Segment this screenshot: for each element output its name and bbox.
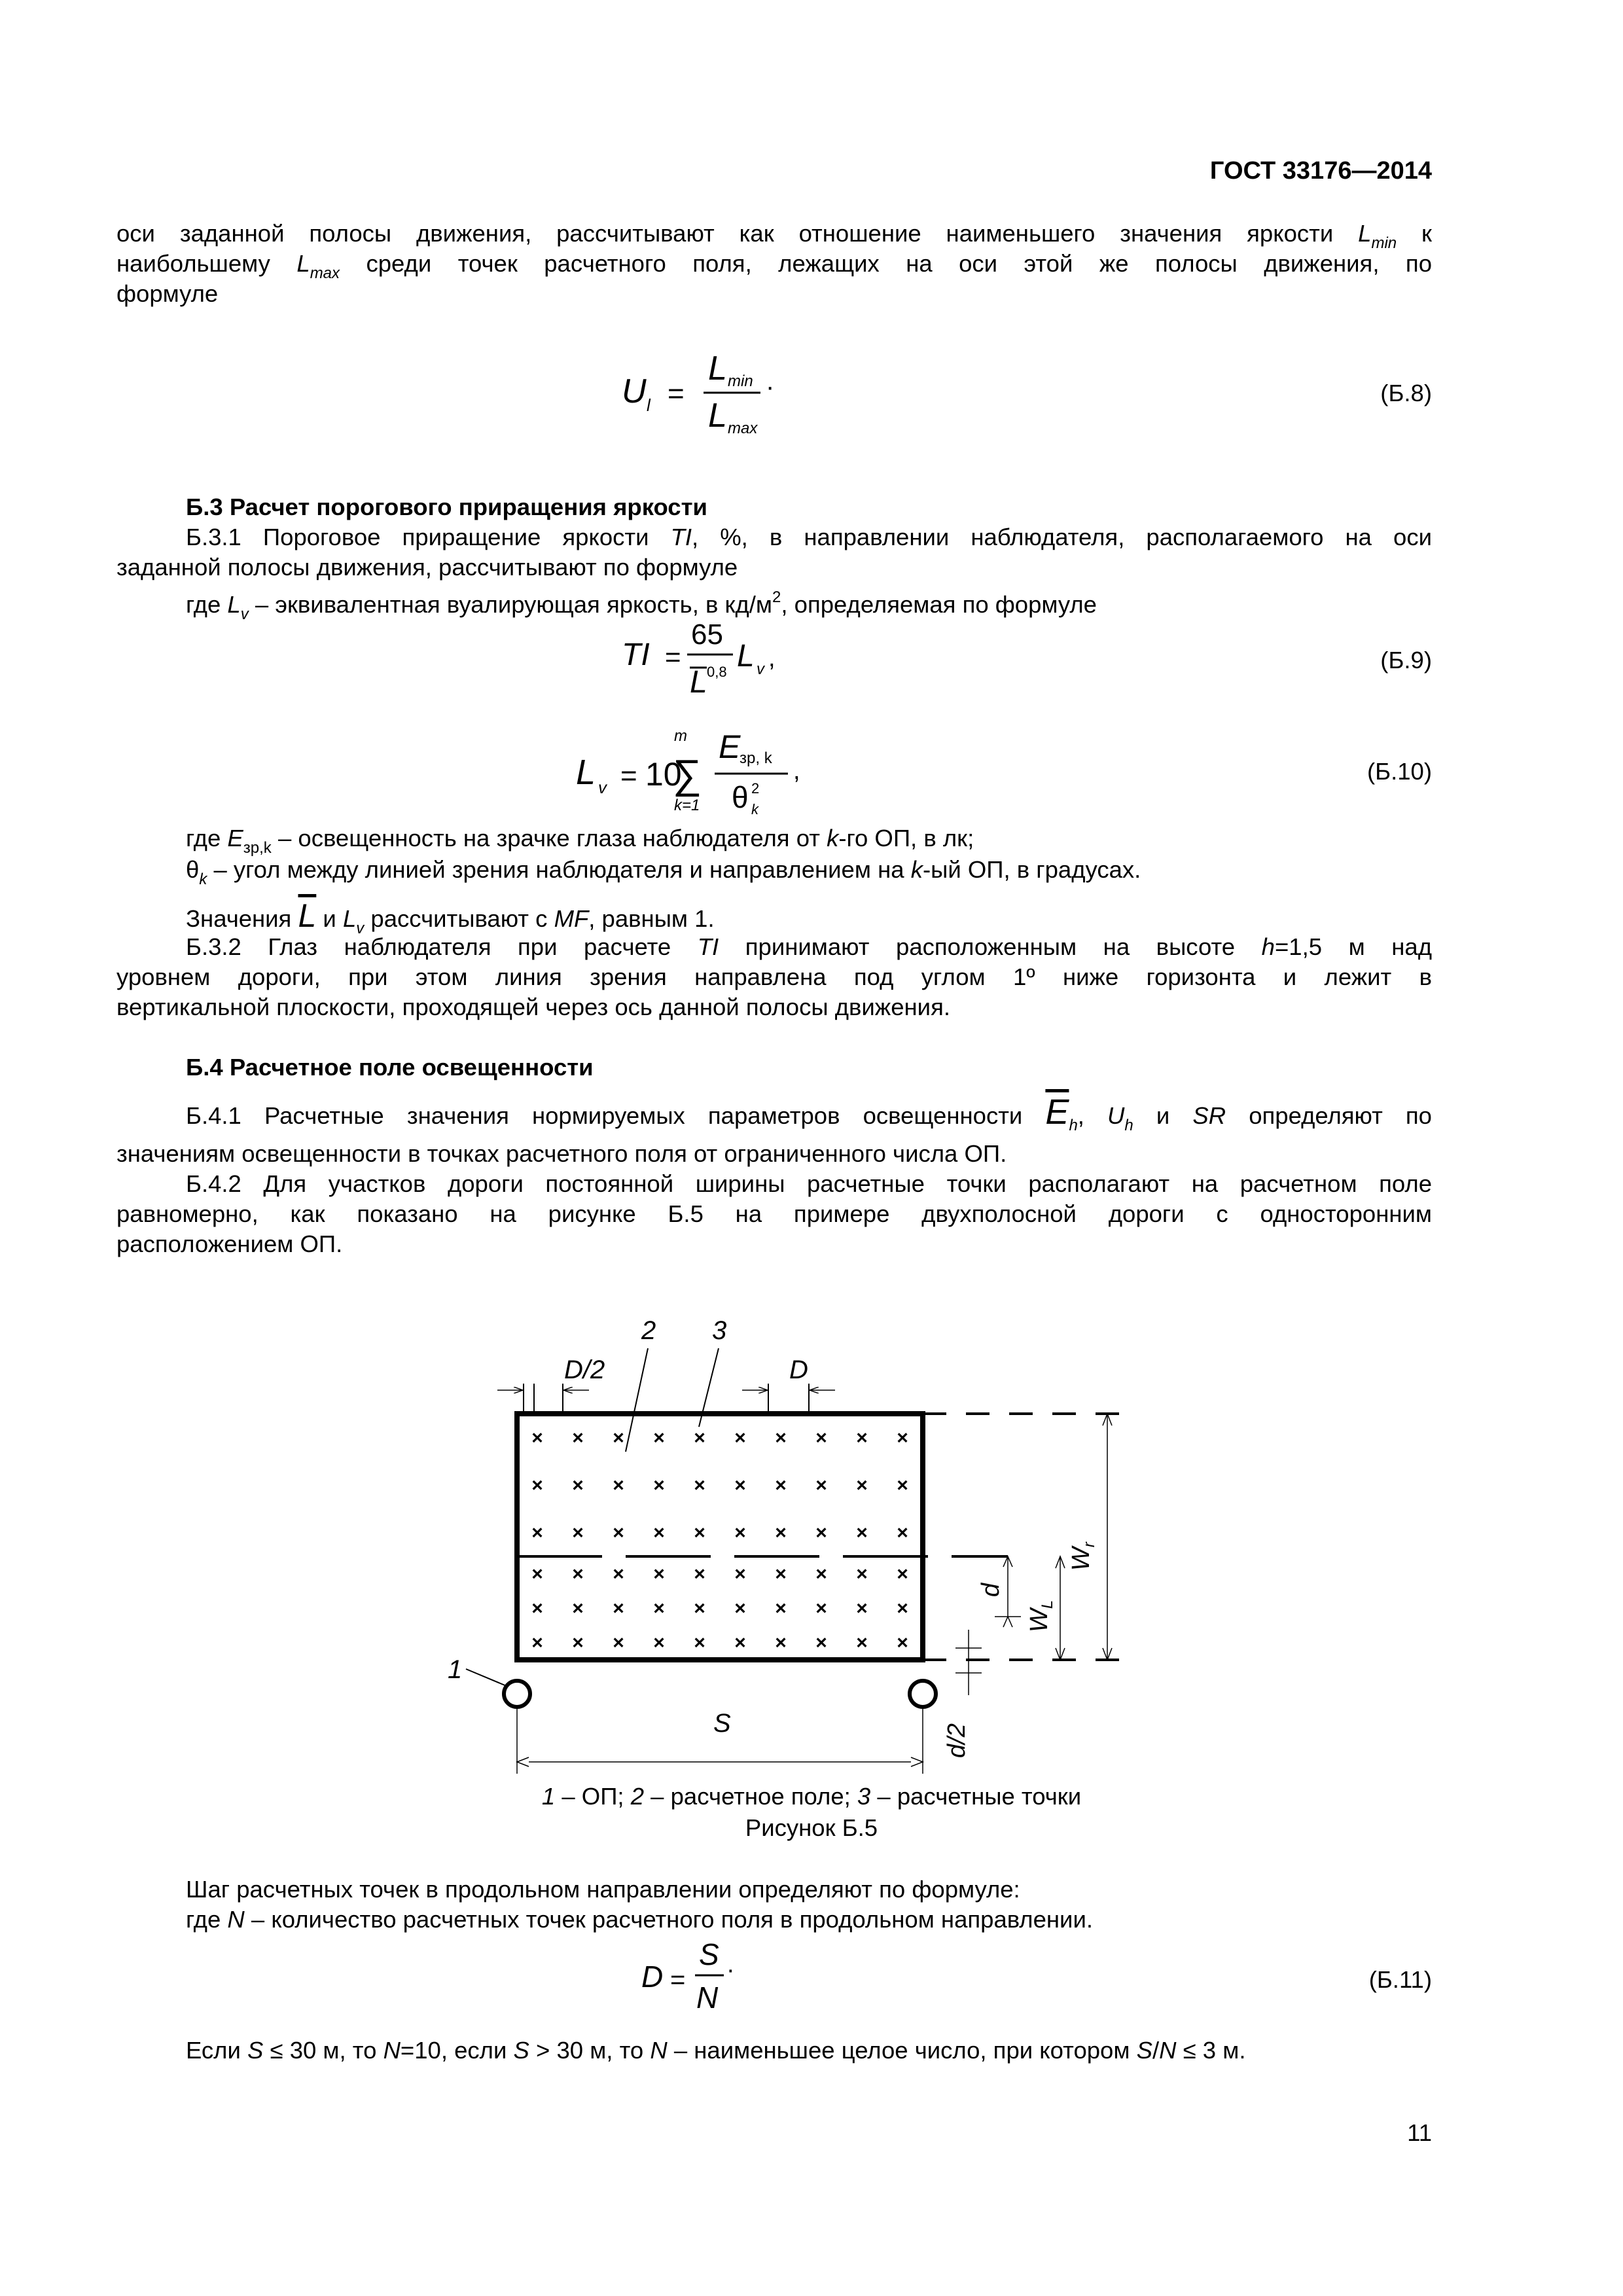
trailing-dot: · — [726, 1956, 735, 1984]
step-line-2: где N – количество расчетных точек расчетного поля в продольном направлении. — [186, 1906, 1093, 1933]
section-b4-p2-line-3: расположением ОП. — [116, 1230, 343, 1257]
symbol-Lv-L: L — [737, 639, 755, 673]
numerator-S: S — [699, 1937, 719, 1971]
intro-line-1: оси заданной полосы движения, рассчитывают как отношение наименьшего значения яркости $L_{min}$ к — [116, 220, 1432, 252]
calculation-point: × — [694, 1563, 705, 1585]
calculation-point: × — [775, 1563, 787, 1585]
calculation-point: × — [775, 1522, 787, 1544]
formula-b9-number: (Б.9) — [1380, 647, 1432, 673]
calculation-point: × — [653, 1563, 665, 1585]
figure-caption-legend: 1 – ОП; 2 – расчетное поле; 3 – расчетные точки — [541, 1783, 1082, 1810]
calculation-point: × — [856, 1632, 868, 1654]
calculation-point: × — [815, 1598, 827, 1619]
symbol-Lv-L: L — [576, 753, 596, 792]
section-b3-p2-line-2: уровнем дороги, при этом линия зрения направлена под углом 1º ниже горизонта и лежит в — [116, 963, 1432, 990]
denominator-sub-k: k — [751, 801, 758, 817]
calculation-point: × — [734, 1475, 746, 1496]
calculation-point: × — [572, 1427, 584, 1449]
values-line: Значения $\overline{L}$ и $L_v$ рассчитывают с MF, равным 1. — [186, 897, 715, 937]
page-number: 11 — [1407, 2119, 1432, 2146]
calculation-point: × — [815, 1427, 827, 1449]
calculation-point: × — [856, 1563, 868, 1585]
denominator-L: L — [690, 665, 707, 700]
calculation-point: × — [897, 1522, 908, 1544]
calculation-point: × — [694, 1632, 705, 1654]
numerator-L: L — [708, 350, 727, 387]
trailing-comma: , — [793, 757, 800, 785]
calculation-point: × — [572, 1475, 584, 1496]
label-2: 2 — [641, 1316, 656, 1345]
section-b3-title: Б.3 Расчет порогового приращения яркости — [186, 493, 707, 520]
formula-b10 — [563, 719, 838, 830]
section-b3-p1-line-2: заданной полосы движения, рассчитывают по формуле — [116, 554, 738, 581]
section-b3-p2-line-3: вертикальной плоскости, проходящей через ось данной полосы движения. — [116, 994, 950, 1020]
equals-sign: = — [670, 1965, 686, 1994]
label-1: 1 — [448, 1655, 463, 1684]
calculation-point: × — [815, 1522, 827, 1544]
sum-upper-m: m — [674, 727, 687, 745]
figure-b5-diagram — [419, 1302, 1191, 1774]
calculation-point: × — [613, 1632, 624, 1654]
calculation-points — [531, 1427, 908, 1653]
calculation-point: × — [653, 1427, 665, 1449]
calculation-point: × — [531, 1598, 543, 1619]
denominator-max: max — [728, 420, 758, 437]
calculation-point: × — [694, 1475, 705, 1496]
label-d-half: d/2 — [943, 1723, 971, 1758]
label-Wr: $W_r$ — [1067, 1542, 1098, 1571]
equals-sign: = — [665, 641, 681, 672]
denominator-exp-2: 2 — [751, 780, 760, 797]
formula-b8 — [602, 340, 812, 445]
calculation-point: × — [613, 1522, 624, 1544]
calculation-point: × — [572, 1522, 584, 1544]
section-b3-p2-line-1: Б.3.2 Глаз наблюдателя при расчете TI принимают расположенным на высоте h=1,5 м над — [186, 933, 1432, 960]
calculation-point: × — [734, 1632, 746, 1654]
calculation-point: × — [613, 1475, 624, 1496]
numerator-zrk: зр, k — [740, 749, 772, 767]
calculation-point: × — [531, 1427, 543, 1449]
leader-line-2 — [626, 1348, 648, 1452]
denominator-N: N — [696, 1981, 719, 2015]
label-D-half: D/2 — [564, 1355, 605, 1384]
document-code: ГОСТ 33176—2014 — [1209, 157, 1432, 185]
calculation-point: × — [897, 1632, 908, 1654]
formula-b10-number: (Б.10) — [1366, 758, 1432, 785]
symbol-D: D — [641, 1960, 664, 1994]
symbol-Lv-v: v — [757, 660, 764, 678]
calculation-point: × — [775, 1632, 787, 1654]
luminaire-left — [504, 1681, 530, 1707]
calculation-point: × — [815, 1563, 827, 1585]
calculation-point: × — [531, 1475, 543, 1496]
label-d: d — [977, 1583, 1005, 1597]
calculation-point: × — [694, 1522, 705, 1544]
symbol-Lv-v: v — [598, 778, 607, 797]
section-b3-p1-line-3: где $L_v$ – эквивалентная вуалирующая яркость, в $кд/м^2$, определяемая по формуле — [186, 588, 1097, 623]
calculation-point: × — [531, 1563, 543, 1585]
calculation-point: × — [856, 1475, 868, 1496]
label-WL: $W_L$ — [1026, 1600, 1056, 1632]
numerator-min: min — [728, 372, 753, 390]
denominator-L: L — [708, 397, 727, 435]
symbol-TI: TI — [622, 637, 650, 672]
calculation-point: × — [897, 1427, 908, 1449]
calculation-point: × — [572, 1598, 584, 1619]
formula-b8-number: (Б.8) — [1380, 380, 1432, 406]
section-b4-p2-line-2: равномерно, как показано на рисунке Б.5 на примере двухполосной дороги с односторонним — [116, 1200, 1432, 1227]
formula-b9 — [609, 615, 805, 713]
calculation-point: × — [531, 1632, 543, 1654]
section-b3-p1-line-1: Б.3.1 Пороговое приращение яркости TI, %, в направлении наблюдателя, располагаемого на оси — [186, 524, 1432, 550]
luminaire-right — [910, 1681, 936, 1707]
calculation-point: × — [897, 1598, 908, 1619]
figure-title: Рисунок Б.5 — [745, 1814, 878, 1841]
trailing-comma: , — [768, 645, 776, 672]
calculation-point: × — [775, 1427, 787, 1449]
calculation-point: × — [694, 1598, 705, 1619]
formula-b11-number: (Б.11) — [1368, 1966, 1432, 1993]
step-final-line: Если S ≤ 30 м, то N=10, если S > 30 м, то N – наименьшее целое число, при котором S/N ≤ 3 м. — [186, 2037, 1246, 2064]
calculation-point: × — [775, 1598, 787, 1619]
equals-sign: = — [668, 378, 685, 410]
calculation-point: × — [897, 1475, 908, 1496]
label-S: S — [713, 1709, 731, 1738]
calculation-point: × — [815, 1475, 827, 1496]
calculation-point: × — [734, 1427, 746, 1449]
intro-line-3: формуле — [116, 280, 219, 307]
calculation-point: × — [775, 1475, 787, 1496]
calculation-point: × — [897, 1563, 908, 1585]
equals-sign: = — [620, 760, 637, 792]
leader-line-1 — [466, 1669, 507, 1686]
step-line-1: Шаг расчетных точек в продольном направлении определяют по формуле: — [186, 1876, 1020, 1903]
section-b4-p2-line-1: Б.4.2 Для участков дороги постоянной ширины расчетные точки располагают на расчетном поле — [186, 1170, 1432, 1197]
calculation-point: × — [572, 1632, 584, 1654]
exponent-08: 0,8 — [707, 664, 727, 680]
trailing-dot: · — [766, 372, 775, 401]
symbol-l-sub: l — [647, 395, 651, 415]
sum-sign: ∑ — [673, 752, 702, 797]
calculation-point: × — [653, 1475, 665, 1496]
calculation-point: × — [613, 1427, 624, 1449]
sum-lower-k1: k=1 — [674, 797, 700, 814]
label-D: D — [789, 1355, 808, 1384]
section-b4-title: Б.4 Расчетное поле освещенности — [186, 1054, 594, 1081]
where-theta-line: $\theta_k$ – угол между линией зрения наблюдателя и направлением на k-ый ОП, в градусах. — [186, 856, 1141, 888]
section-b4-p1-line-1: Б.4.1 Расчетные значения нормируемых параметров освещенности $\overline{E}_h$, $U_h$ и SR определяют по — [186, 1092, 1432, 1134]
symbol-U: U — [622, 372, 647, 410]
number-10: 10 — [645, 756, 682, 793]
where-E-line: где $E_{зр,k}$ – освещенность на зрачке глаза наблюдателя от k-го ОП, в лк; — [186, 825, 974, 857]
calculation-point: × — [653, 1632, 665, 1654]
intro-line-2: наибольшему $L_{max}$ среди точек расчетного поля, лежащих на оси этой же полосы движения, по — [116, 250, 1432, 282]
calculation-point: × — [734, 1598, 746, 1619]
calculation-point: × — [734, 1522, 746, 1544]
numerator-E: E — [719, 728, 741, 765]
calculation-point: × — [815, 1632, 827, 1654]
denominator-theta: θ — [732, 780, 749, 814]
section-b4-p1-line-2: значениям освещенности в точках расчетного поля от ограниченного числа ОП. — [116, 1140, 1007, 1167]
numerator-65: 65 — [691, 619, 723, 651]
calculation-point: × — [613, 1598, 624, 1619]
calculation-point: × — [572, 1563, 584, 1585]
calculation-point: × — [613, 1563, 624, 1585]
calculation-point: × — [694, 1427, 705, 1449]
calculation-point: × — [856, 1427, 868, 1449]
formula-b11 — [628, 1935, 785, 2026]
calculation-point: × — [531, 1522, 543, 1544]
calculation-point: × — [734, 1563, 746, 1585]
calculation-point: × — [653, 1598, 665, 1619]
calculation-point: × — [856, 1522, 868, 1544]
calculation-point: × — [653, 1522, 665, 1544]
label-3: 3 — [712, 1316, 727, 1345]
calculation-point: × — [856, 1598, 868, 1619]
